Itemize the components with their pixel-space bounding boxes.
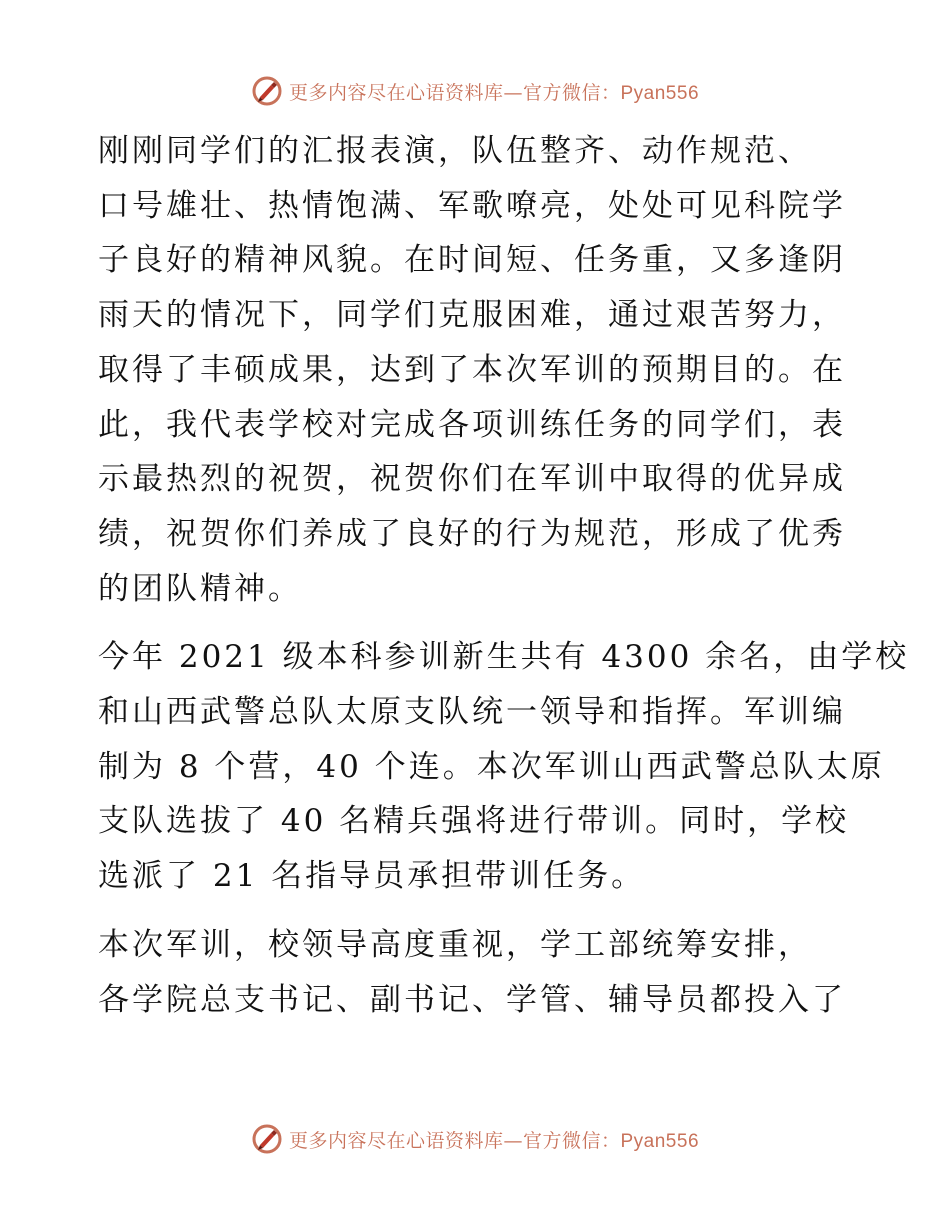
text-line: 支队选拔了 40 名精兵强将进行带训。同时，学校 xyxy=(98,803,850,840)
pen-circle-logo-icon xyxy=(251,1123,283,1155)
text-line: 刚刚同学们的汇报表演，队伍整齐、动作规范、 xyxy=(98,133,812,169)
text-line: 的团队精神。 xyxy=(98,570,302,607)
pen-circle-logo-icon xyxy=(251,75,283,107)
text-line: 示最热烈的祝贺，祝贺你们在军训中取得的优异成 xyxy=(98,461,846,498)
text-line: 此，我代表学校对完成各项训练任务的同学们，表 xyxy=(98,406,846,443)
banner-text: 更多内容尽在心语资料库—官方微信：Pyan556 xyxy=(288,1129,700,1152)
text-line: 本次军训，校领导高度重视，学工部统筹安排， xyxy=(98,926,812,963)
wechat-id: Pyan556 xyxy=(620,82,700,104)
paragraph-1 xyxy=(98,124,858,616)
text-line: 口号雄壮、热情饱满、军歌嘹亮，处处可见科院学 xyxy=(98,187,846,224)
text-line: 制为 8 个营，40 个连。本次军训山西武警总队太原 xyxy=(98,748,885,785)
document-body xyxy=(98,124,910,1041)
text-line: 雨天的情况下，同学们克服困难，通过艰苦努力， xyxy=(98,297,846,334)
text-line: 取得了丰硕成果，达到了本次军训的预期目的。在 xyxy=(98,351,846,388)
text-line: 选派了 21 名指导员承担带训任务。 xyxy=(98,858,646,895)
paragraph-2 xyxy=(98,630,910,904)
paragraph-3 xyxy=(98,918,858,1027)
text-line: 各学院总支书记、副书记、学管、辅导员都投入了 xyxy=(98,981,846,1018)
text-line: 和山西武警总队太原支队统一领导和指挥。军训编 xyxy=(98,694,846,731)
text-line: 子良好的精神风貌。在时间短、任务重，又多逢阴 xyxy=(98,242,846,279)
footer-banner xyxy=(0,1119,950,1159)
text-line: 今年 2021 级本科参训新生共有 4300 余名，由学校 xyxy=(98,639,910,676)
banner-text: 更多内容尽在心语资料库—官方微信：Pyan556 xyxy=(288,81,700,104)
wechat-id: Pyan556 xyxy=(620,1130,700,1152)
text-line: 绩，祝贺你们养成了良好的行为规范，形成了优秀 xyxy=(98,515,846,552)
header-banner xyxy=(0,71,950,111)
